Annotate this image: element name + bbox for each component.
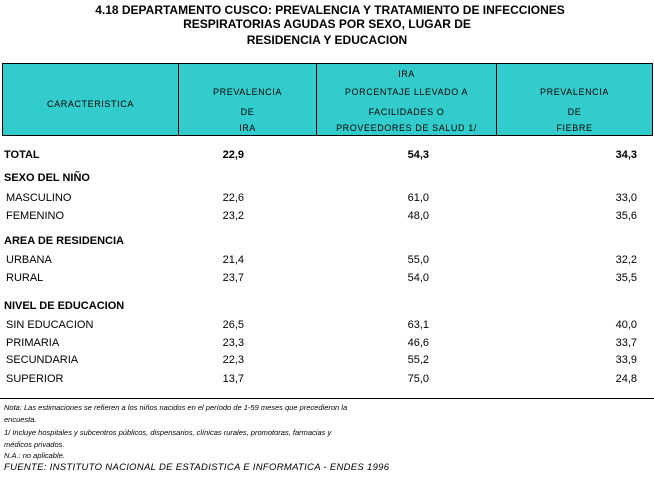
cell-prevalencia-ira: 21,4: [222, 254, 244, 266]
header-text: PREVALENCIA: [540, 87, 609, 97]
table-header: [2, 63, 653, 136]
row-label: MASCULINO: [6, 192, 72, 204]
cell-prevalencia-ira: 22,6: [222, 192, 244, 204]
row-label: SIN EDUCACION: [6, 319, 94, 331]
cell-prevalencia-ira: 22,9: [222, 149, 244, 161]
footnote-line: Nota: Las estimaciones se refieren a los niños nacidos en el período de 1-59 meses que precedieron la: [4, 403, 348, 412]
table-row: [0, 317, 654, 333]
header-text: PORCENTAJE LLEVADO A: [344, 87, 469, 97]
footnote-line: médicos privados.: [4, 440, 65, 449]
header-text: FIEBRE: [556, 123, 593, 133]
cell-ira-porcentaje: 54,3: [407, 149, 429, 161]
cell-prevalencia-fiebre: 33,9: [615, 354, 637, 366]
table-row: [0, 335, 654, 351]
cell-prevalencia-ira: 23,2: [222, 210, 244, 222]
row-label: TOTAL: [4, 149, 40, 161]
source-note: FUENTE: INSTITUTO NACIONAL DE ESTADISTICA E INFORMATICA - ENDES 1996: [4, 462, 390, 473]
cell-prevalencia-fiebre: 35,6: [615, 210, 637, 222]
table-row-total: [0, 147, 654, 163]
table-bottom-rule: [0, 398, 654, 399]
header-ira-porcentaje: [317, 64, 496, 135]
section-heading-nivel: NIVEL DE EDUCACION: [4, 300, 125, 312]
row-label: URBANA: [6, 254, 52, 266]
table-row: [0, 190, 654, 206]
cell-prevalencia-fiebre: 32,2: [615, 254, 637, 266]
row-label: FEMENINO: [6, 210, 65, 222]
table-title-line-3: RESIDENCIA Y EDUCACION: [246, 33, 408, 47]
cell-prevalencia-ira: 23,3: [222, 337, 244, 349]
cell-prevalencia-fiebre: 34,3: [615, 149, 637, 161]
cell-prevalencia-fiebre: 24,8: [615, 373, 637, 385]
header-text: FACILIDADES O: [368, 107, 445, 117]
table-row: [0, 252, 654, 268]
cell-prevalencia-fiebre: 40,0: [615, 319, 637, 331]
row-label: SUPERIOR: [6, 373, 64, 385]
header-prevalencia-fiebre: [497, 64, 652, 135]
table-title-line-2: RESPIRATORIAS AGUDAS POR SEXO, LUGAR DE: [183, 17, 471, 31]
table-row: [0, 270, 654, 286]
cell-ira-porcentaje: 55,0: [407, 254, 429, 266]
cell-ira-porcentaje: 46,6: [407, 337, 429, 349]
cell-prevalencia-ira: 22,3: [222, 354, 244, 366]
section-heading-area: AREA DE RESIDENCIA: [4, 235, 124, 247]
header-text: PROVEEDORES DE SALUD 1/: [336, 123, 477, 133]
table-row: [0, 371, 654, 387]
header-text: IRA: [398, 69, 415, 79]
row-label: RURAL: [6, 272, 44, 284]
cell-ira-porcentaje: 54,0: [407, 272, 429, 284]
row-label: SECUNDARIA: [6, 354, 79, 366]
header-prevalencia-ira: [179, 64, 316, 135]
footnote-line: N.A.: no aplicable.: [4, 451, 65, 460]
cell-prevalencia-fiebre: 33,7: [615, 337, 637, 349]
cell-ira-porcentaje: 75,0: [407, 373, 429, 385]
cell-prevalencia-ira: 26,5: [222, 319, 244, 331]
header-text: IRA: [239, 123, 256, 133]
cell-ira-porcentaje: 61,0: [407, 192, 429, 204]
header-caracteristica: CARACTERISTICA: [47, 99, 134, 109]
footnote-line: encuesta.: [4, 415, 37, 424]
cell-prevalencia-ira: 23,7: [222, 272, 244, 284]
table-title-line-1: 4.18 DEPARTAMENTO CUSCO: PREVALENCIA Y TRATAMIENTO DE INFECCIONES: [95, 3, 565, 17]
cell-ira-porcentaje: 48,0: [407, 210, 429, 222]
footnote-line: 1/ Incluye hospitales y subcentros públicos, dispensarios, clínicas rurales, promotoras, farmacias y: [4, 428, 332, 437]
header-text: PREVALENCIA: [213, 87, 282, 97]
cell-ira-porcentaje: 55,2: [407, 354, 429, 366]
cell-prevalencia-fiebre: 33,0: [615, 192, 637, 204]
section-heading-sexo: SEXO DEL NIÑO: [4, 172, 90, 184]
cell-ira-porcentaje: 63,1: [407, 319, 429, 331]
table-row: [0, 352, 654, 368]
header-text: DE: [567, 107, 582, 117]
cell-prevalencia-ira: 13,7: [222, 373, 244, 385]
row-label: PRIMARIA: [6, 337, 60, 349]
cell-prevalencia-fiebre: 35,5: [615, 272, 637, 284]
header-text: DE: [240, 107, 255, 117]
table-row: [0, 208, 654, 224]
